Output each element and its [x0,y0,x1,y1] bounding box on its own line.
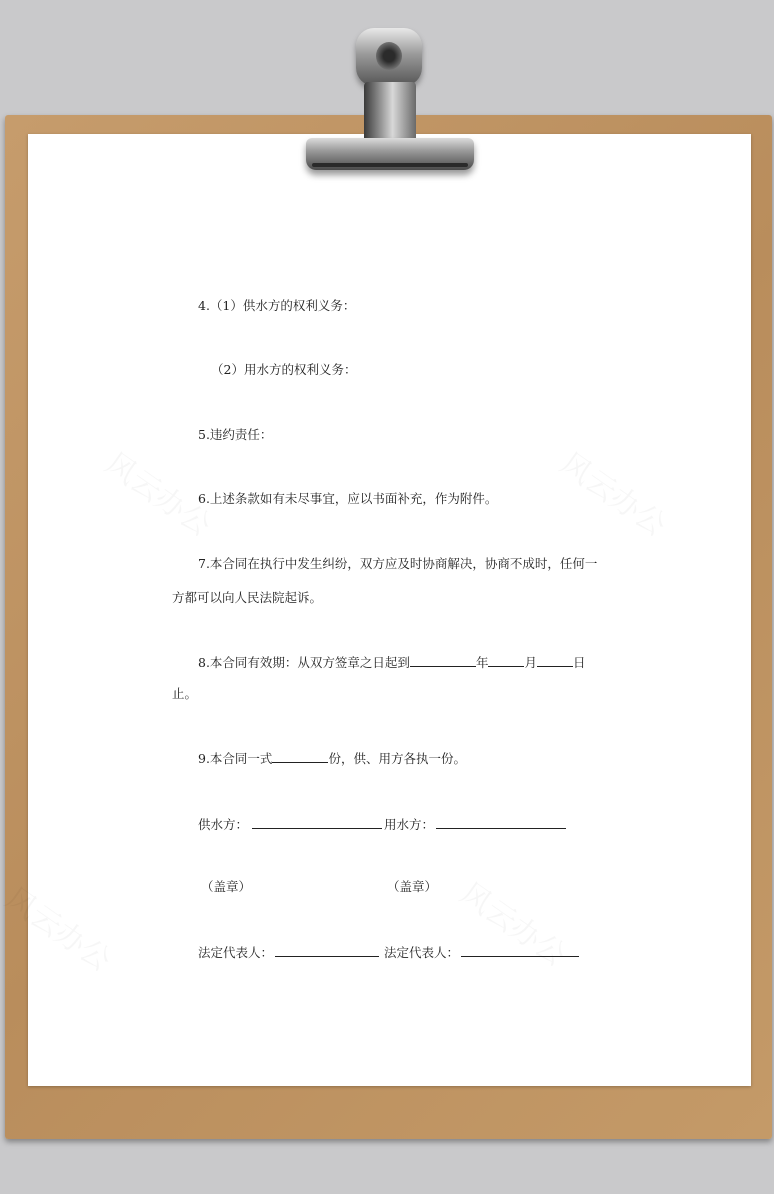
supplier-signature-line [198,816,382,833]
rep-right-blank[interactable] [461,944,579,957]
day-label: 日 [572,655,586,670]
clause-8-line-2: 止。 [172,686,198,701]
day-blank[interactable] [537,654,573,667]
clause-8-text: 8.本合同有效期：从双方签章之日起到 [198,655,410,670]
supplier-representative-line [198,944,379,961]
clause-5: 5.违约责任： [198,427,273,442]
clause-8-line-1 [198,654,585,671]
month-label: 月 [524,655,537,670]
supplier-label: 供水方： [198,817,249,832]
binder-clip-stem [364,82,416,142]
supplier-blank[interactable] [252,816,382,829]
binder-clip-ring [356,28,422,86]
clause-6: 6.上述条款如有未尽事宜，应以书面补充，作为附件。 [198,491,498,506]
stamp-left: （盖章） [201,879,252,894]
binder-clip-plate [306,138,474,170]
rep-left-blank[interactable] [275,944,379,957]
copies-blank[interactable] [272,750,328,763]
rep-right-label: 法定代表人： [384,945,460,960]
clause-9-text: 9.本合同一式 [198,751,273,766]
user-label: 用水方： [384,817,435,832]
clause-9 [198,750,466,767]
clause-4-1: 4.（1）供水方的权利义务： [198,298,356,313]
user-blank[interactable] [436,816,566,829]
rep-left-label: 法定代表人： [198,945,274,960]
year-blank[interactable] [410,654,476,667]
clause-9-suffix: 份，供、用方各执一份。 [328,751,466,766]
user-signature-line [384,816,566,833]
month-blank[interactable] [488,654,524,667]
clause-7-line-1: 7.本合同在执行中发生纠纷，双方应及时协商解决，协商不成时，任何一 [198,556,598,571]
stamp-right: （盖章） [387,879,438,894]
clause-4-2: （2）用水方的权利义务： [211,362,357,377]
clause-7-line-2: 方都可以向人民法院起诉。 [172,590,323,605]
year-label: 年 [475,655,489,670]
user-representative-line [384,944,579,961]
